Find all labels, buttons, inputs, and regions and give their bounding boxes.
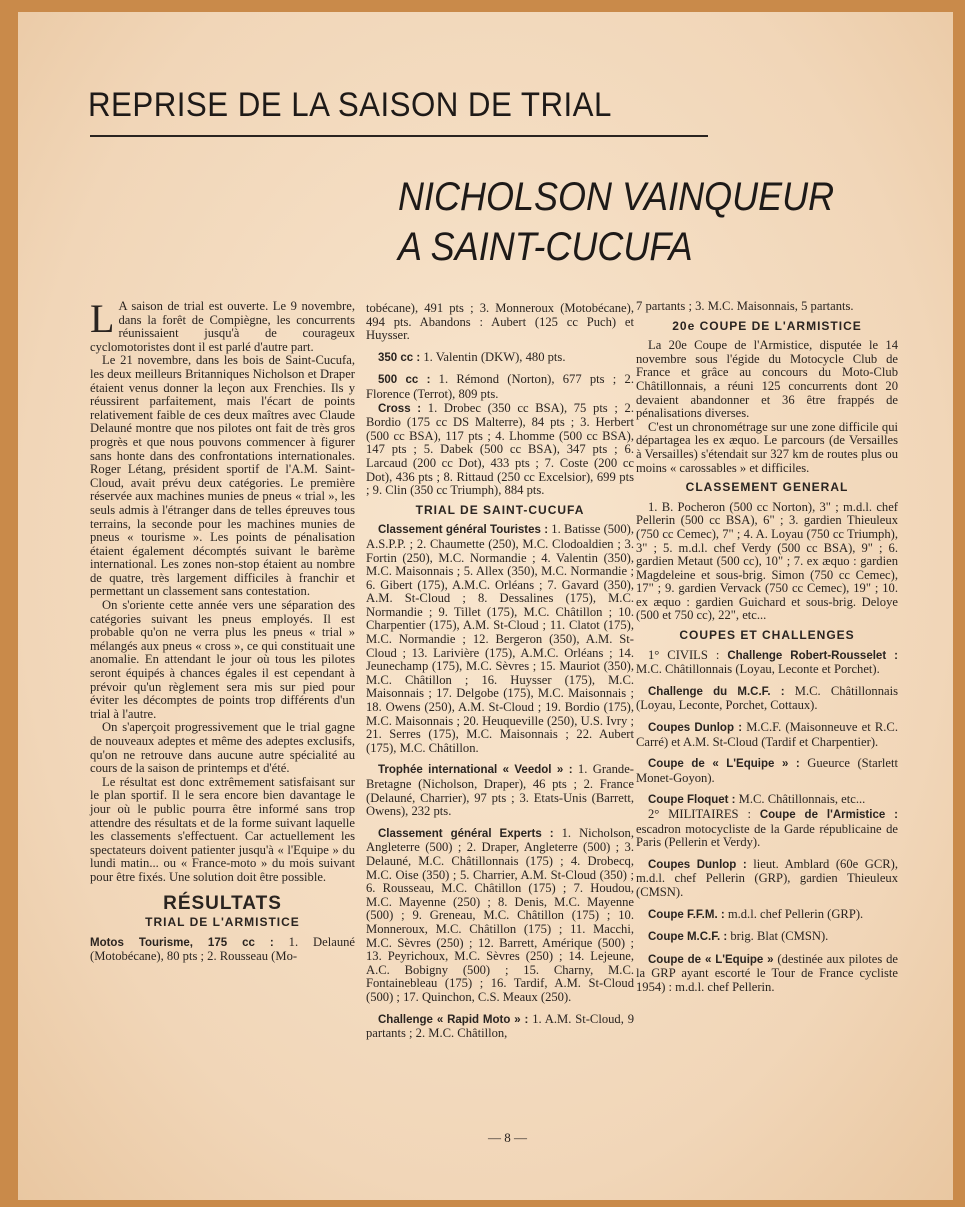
result-paragraph: 350 cc : 1. Valentin (DKW), 480 pts. — [378, 349, 566, 364]
headline-line-2: A SAINT-CUCUFA — [398, 225, 693, 269]
result-paragraph: Coupe de « L'Equipe » : Gueurce (Starlett Monet-Goyon). — [636, 756, 899, 785]
classement-general-heading: CLASSEMENT GENERAL — [685, 480, 849, 495]
result-paragraph: Coupe M.C.F. : brig. Blat (CMSN). — [648, 929, 829, 944]
paragraph: Le 21 novembre, dans les bois de Saint-Cucufa, les deux meilleurs Britanniques Nicholson et Draper étaient venus donner la leçon aux Frenchies. Ils y réussirent parfaitement, mais l'écart de points relativement faible de ces deux maîtres avec Claude Delauné montre que nos pilotes ont fait de très gros progrès et que nous pouvons commencer à figurer sans honte dans des confrontations internationales. Roger Létang, président sportif de l'A.M. Saint-Cloud, avait prévu deux catégories. Le première réservée aux machines munies de pneus « trial », les seuls admis à l'étranger dans de telles épreuves tous terrains, la seconde pour les machines munies de pneus « tourisme ». Les points de pénalisation étaient également décomptés suivant le barème international. Les zones non-stop étaient au nombre de quatre, très largement difficiles à franchir et permettant un classement sans contestation. — [90, 353, 355, 599]
result-paragraph: 1° CIVILS : Challenge Robert-Rousselet : M.C. Châtillonnais (Loyau, Leconte et Porchet). — [636, 647, 898, 677]
result-paragraph: Challenge « Rapid Moto » : 1. A.M. St-Cloud, 9 partants ; 2. M.C. Châtillon, — [366, 1011, 634, 1041]
result-paragraph: Cross : 1. Drobec (350 cc BSA), 75 pts ; 2. Bordio (175 cc DS Malterre), 84 pts ; 3. Herbert (500 cc BSA), 117 pts ; 4. Lhomme (500 cc BSA), 147 pts ; 5. Dabek (500 cc BSA), 347 pts ; 6. Larcaud (200 cc Dot), 433 pts ; 7. Coste (200 cc Dot), 436 pts ; 8. Rittaud (250 cc Excelsior), 699 pts ; 9. Clin (350 cc Triumph), 884 pts. — [366, 400, 634, 498]
result-paragraph: 500 cc : 1. Rémond (Norton), 677 pts ; 2. Florence (Terrot), 809 pts. — [366, 372, 634, 401]
paragraph: 7 partants ; 3. M.C. Maisonnais, 5 partants. — [636, 299, 854, 313]
column-3 — [636, 300, 898, 995]
magazine-page — [18, 12, 953, 1200]
paragraph: Le résultat est donc extrêmement satisfaisant sur le plan sportif. Il le sera encore bien davantage le jour où le public pourra être informé sans trop attendre des résultats et de la forme suivant laquelle les classements s'effectuent. Car actuellement les spectateurs doivent patienter jusqu'à « l'Equipe » du lundi matin... ou « France-moto » du mois suivant pour être fixés. Une solution doit être possible. — [90, 774, 355, 884]
result-paragraph: Coupes Dunlop : M.C.F. (Maisonneuve et R.C. Carré) et A.M. St-Cloud (Tardif et Charpentier). — [636, 720, 898, 749]
paragraph: 1. B. Pocheron (500 cc Norton), 3" ; m.d.l. chef Pellerin (500 cc BSA), 6" ; 3. gardien Thieuleux (750 cc Cemec), 7" ; 4. A. Loyau (750 cc Triumph), 3" ; 5. m.d.l. chef Verdy (500 cc BSA), 9" ; 6. gardien Metaut (500 cc), 10" ; 7. ex æquo : gardien Magdeleine et sous-brig. Simon (750 cc Cemec), 17" ; 9. gardien Vervack (750 cc Cemec), 19" ; 10. ex æquo : gardien Guichard et sous-brig. Deloye (500 et 750 cc), 22", etc... — [636, 499, 898, 623]
column-2 — [366, 302, 634, 1041]
result-paragraph: 2° MILITAIRES : Coupe de l'Armistice : escadron motocycliste de la Garde républicaine de Paris (Pellerin et Verdy). — [636, 807, 899, 850]
paragraph: On s'oriente cette année vers une séparation des catégories suivant les pneus employés. Il est probable qu'on ne verra plus les pneus « trial » mélangés aux pneus « cross », ce qui constituait une anomalie. En attendant le jour où tous les pilotes seront équipés à chances égales il est cependant à prévoir qu'un règlement sera mis sur pied pour éviter les décomptes de points trop différents d'un trial à l'autre. — [90, 598, 355, 721]
paragraph: C'est un chronométrage sur une zone difficile qui départagea les ex æquo. Le parcours (de Versailles à Versailles) s'étendait sur 327 km de routes plus ou moins « carossables » et difficiles. — [636, 419, 898, 475]
coupe-armistice-heading: 20e COUPE DE L'ARMISTICE — [672, 318, 862, 333]
drop-cap: L — [90, 296, 115, 341]
resultats-heading: RÉSULTATS — [163, 892, 282, 914]
kicker-rule — [90, 135, 708, 137]
paragraph: tobécane), 491 pts ; 3. Monneroux (Motobécane), 494 pts. Abandons : Aubert (125 cc Puch) et Huysser. — [366, 301, 634, 343]
result-paragraph: Coupes Dunlop : lieut. Amblard (60e GCR), m.d.l. chef Pellerin (GRP), gardien Thieuleux (CMSN). — [636, 856, 898, 899]
headline-line-1: NICHOLSON VAINQUEUR — [398, 175, 835, 219]
coupes-challenges-heading: COUPES ET CHALLENGES — [679, 628, 855, 643]
result-paragraph: Coupe F.F.M. : m.d.l. chef Pellerin (GRP). — [648, 906, 864, 921]
result-paragraph: Coupe de « L'Equipe » (destinée aux pilotes de la GRP ayant escorté le Tour de France cycliste 1954) : m.d.l. chef Pellerin. — [636, 951, 898, 994]
intro-paragraph: L A saison de trial est ouverte. Le 9 novembre, dans la forêt de Compiègne, les concurrents réunissaient jusqu'à de courageux cyclomotoristes dont il est parlé d'autre part. — [90, 296, 355, 354]
result-paragraph: Classement général Experts : 1. Nicholson, Angleterre (500) ; 2. Draper, Angleterre (500) ; 3. Delauné, M.C. Châtillonnais (175) ; 4. Drobecq, M.C. Oise (350) ; 5. Charrier, A.M. St-Cloud (350) ; 6. Rousseau, M.C. Châtillon (175) ; 7. Houdou, M.C. Mayenne (250) ; 8. Denis, M.C. Mayenne (500) ; 9. Greneau, M.C. Châtillon (175) ; 10. Monneroux, M.C. Châtillon (175) ; 11. Macchi, M.C. Sèvres (250) ; 12. Barrett, Amérique (500) ; 13. Peyrichoux, M.C. Sèvres (250) ; 14. Lejeune, A.C. Bobigny (500) ; 15. Charny, M.C. Fontainebleau (175) ; 16. Tardif, A.M. St-Cloud (500) ; 17. Quinchon, C.S. Meaux (250). — [366, 825, 634, 1004]
saint-cucufa-heading: TRIAL DE SAINT-CUCUFA — [415, 502, 585, 517]
article-headline — [398, 172, 866, 272]
result-paragraph: Challenge du M.C.F. : M.C. Châtillonnais (Loyau, Leconte, Porchet, Cottaux). — [636, 683, 898, 713]
page-number: — 8 — — [488, 1130, 527, 1145]
armistice-trial-heading: TRIAL DE L'ARMISTICE — [145, 915, 300, 930]
result-paragraph: Trophée international « Veedol » : 1. Grande-Bretagne (Nicholson, Draper), 46 pts ; 2. France (Delauné, Charrier), 97 pts ; 3. Etats-Unis (Barrett, Owens), 232 pts. — [366, 762, 635, 819]
paragraph: La 20e Coupe de l'Armistice, disputée le 14 novembre sous l'égide du Motocycle Club de France et grâce au concours du Moto-Club Châtillonnais, a réuni 125 concurrents dont 20 devaient abandonner et 36 être frappés de pénalisations diverses. — [636, 338, 898, 421]
result-paragraph: Classement général Touristes : 1. Batisse (500), A.S.P.P. ; 2. Chaumette (250), M.C. Clodoaldien ; 3. Fortin (250), M.C. Normandie ; 4. Valentin (350), M.C. Maisonnais ; 5. Allex (350), M.C. Normandie ; 6. Gibert (175), A.M.C. Orléans ; 7. Gavard (350), A.M. St-Cloud ; 8. Dessalines (175), M.C. Normandie ; 9. Tillet (175), M.C. Châtillon ; 10. Charpentier (175), A.M. St-Cloud ; 11. Clatot (175), M.C. Normandie ; 12. Bergeron (350), A.M. St-Cloud ; 13. Larivière (175), A.M.C. Orléans ; 14. Jeunechamp (175), M.C. Sèvres ; 15. Mauriot (350), M.C. Châtillon ; 16. Huysser (175), M.C. Maisonnais ; 17. Delgobe (175), M.C. Maisonnais ; 18. Owens (250), A.M. St-Cloud ; 19. Bordio (175), M.C. Maisonnais ; 20. Heuqueville (250), U.S. Ivry ; 21. Serres (175), M.C. Maisonnais ; 22. Aubert (175), M.C. Châtillon. — [366, 522, 634, 755]
result-paragraph: Motos Tourisme, 175 cc : 1. Delauné (Motobécane), 80 pts ; 2. Rousseau (Mo- — [90, 934, 356, 964]
section-kicker: REPRISE DE LA SAISON DE TRIAL — [88, 86, 612, 124]
paragraph: On s'aperçoit progressivement que le trial gagne de nouveaux adeptes et même des adeptes exclusifs, qu'on ne retrouve dans aucune autre spécialité au cours de la saison de printemps et d'été. — [90, 720, 355, 776]
result-paragraph: Coupe Floquet : M.C. Châtillonnais, etc... — [648, 792, 866, 807]
column-1 — [90, 296, 356, 964]
